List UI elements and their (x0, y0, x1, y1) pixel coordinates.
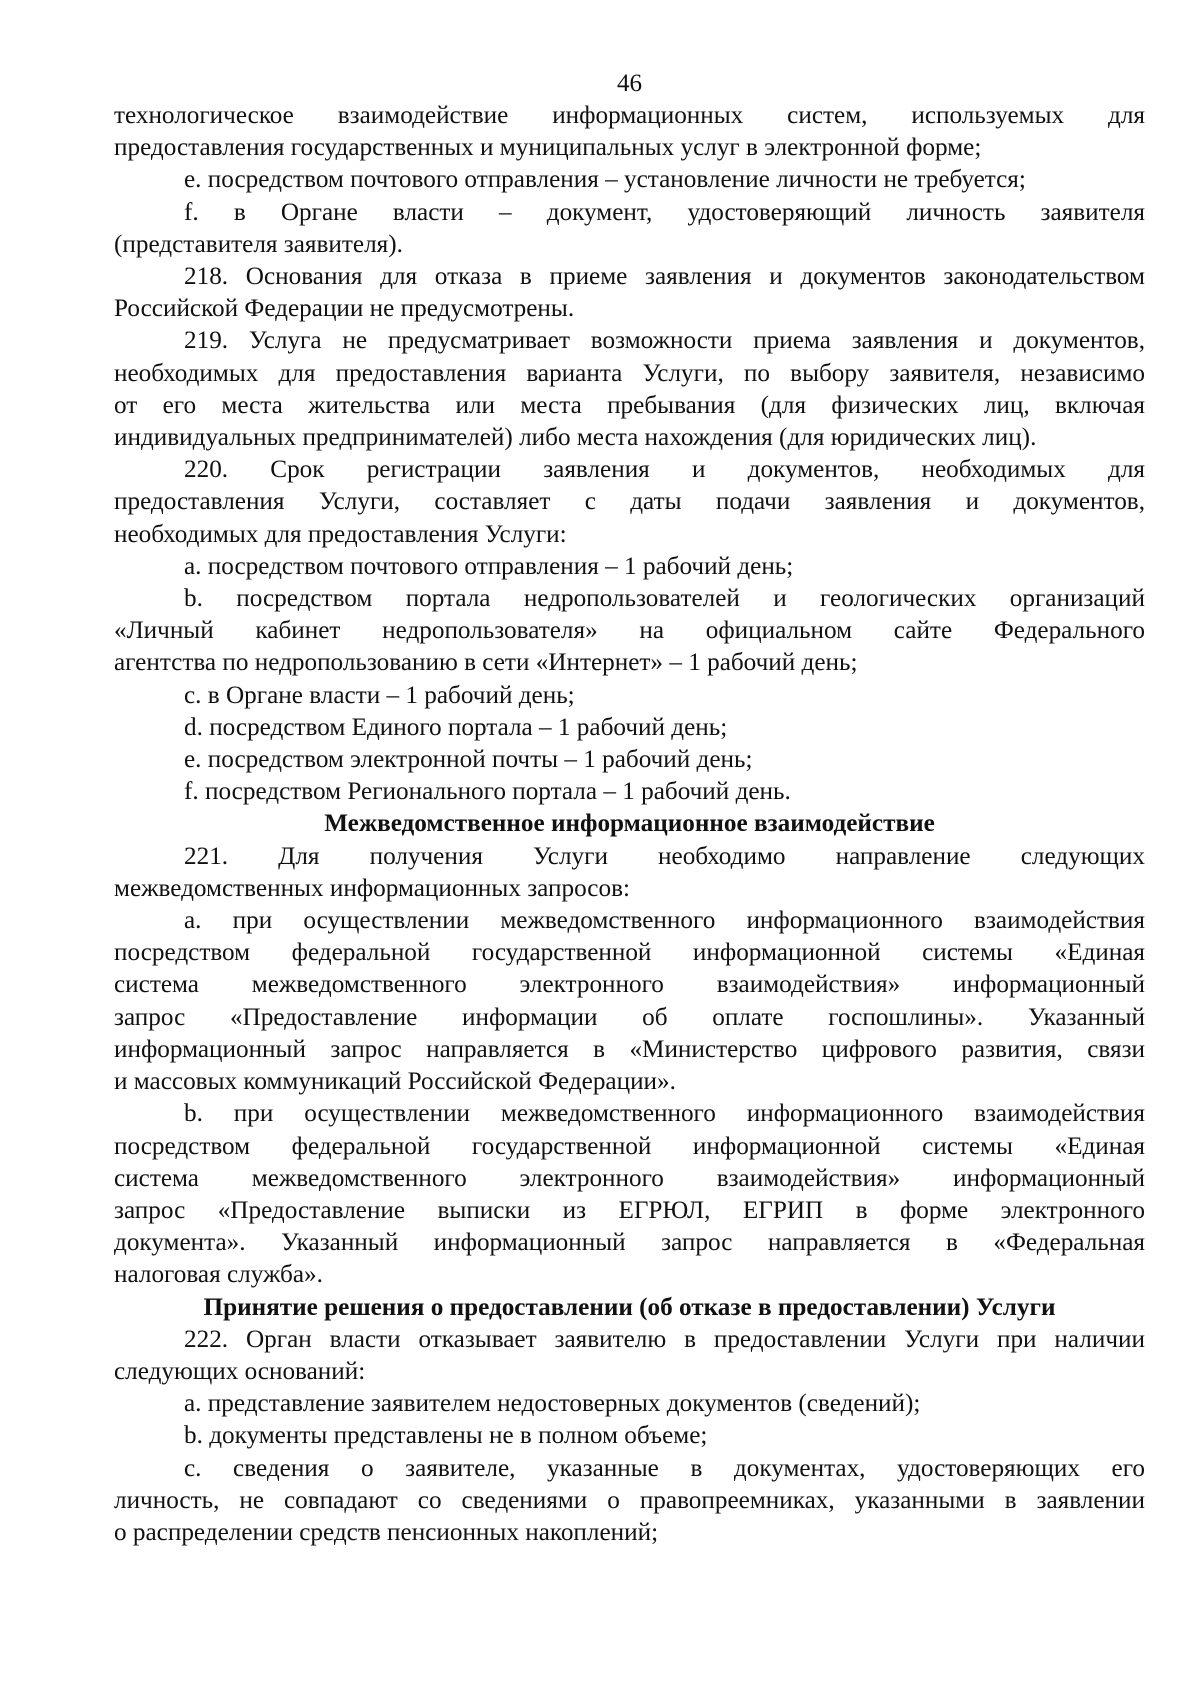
list-item: b. при осуществлении межведомственного информационного взаимодействия (184, 1100, 1145, 1128)
list-item: f. в Органе власти – документ, удостоверяющий личность заявителя (184, 198, 1145, 226)
text-line: посредством федеральной государственной информационной системы «Единая (114, 939, 1145, 967)
text-line: межведомственных информационных запросов: (114, 874, 630, 902)
text-line: система межведомственного электронного взаимодействия» информационный (114, 1164, 1145, 1192)
text-line: о распределении средств пенсионных накоплений; (114, 1518, 659, 1546)
document-page (114, 68, 1145, 1549)
list-item: e. посредством почтового отправления – установление личности не требуется; (184, 166, 1026, 194)
list-item: f. посредством Регионального портала – 1 рабочий день. (184, 778, 791, 806)
section-heading: Межведомственное информационное взаимодействие (324, 810, 935, 838)
list-item: a. при осуществлении межведомственного информационного взаимодействия (184, 907, 1145, 935)
page-number: 46 (617, 70, 642, 97)
text-line: посредством федеральной государственной информационной системы «Единая (114, 1132, 1145, 1160)
text-line: предоставления Услуги, составляет с даты подачи заявления и документов, (114, 488, 1145, 516)
list-item: b. документы представлены не в полном объеме; (184, 1422, 708, 1450)
text-line: агентства по недропользованию в сети «Интернет» – 1 рабочий день; (114, 649, 858, 677)
list-item: e. посредством электронной почты – 1 рабочий день; (184, 746, 753, 774)
text-line: налоговая служба». (114, 1261, 323, 1289)
list-item: a. представление заявителем недостоверных документов (сведений); (184, 1390, 921, 1418)
text-line: запрос «Предоставление информации об оплате госпошлины». Указанный (114, 1003, 1145, 1031)
text-line: от его места жительства или места пребывания (для физических лиц, включая (114, 391, 1145, 419)
text-line: «Личный кабинет недропользователя» на официальном сайте Федерального (114, 617, 1145, 645)
text-line: предоставления государственных и муниципальных услуг в электронной форме; (114, 134, 982, 162)
text-line: необходимых для предоставления Услуги: (114, 520, 567, 548)
list-item: c. сведения о заявителе, указанные в документах, удостоверяющих его (184, 1454, 1145, 1482)
paragraph-221: 221. Для получения Услуги необходимо направление следующих (184, 842, 1145, 870)
list-item: d. посредством Единого портала – 1 рабочий день; (184, 713, 728, 741)
section-heading: Принятие решения о предоставлении (об отказе в предоставлении) Услуги (203, 1293, 1056, 1321)
text-line: следующих оснований: (114, 1357, 366, 1385)
text-line: технологическое взаимодействие информационных систем, используемых для (114, 102, 1145, 129)
list-item: b. посредством портала недропользователей и геологических организаций (184, 585, 1145, 613)
text-line: и массовых коммуникаций Российской Федерации». (114, 1068, 676, 1096)
list-item: c. в Органе власти – 1 рабочий день; (184, 681, 575, 709)
text-line: документа». Указанный информационный запрос направляется в «Федеральная (114, 1229, 1145, 1257)
paragraph-220: 220. Срок регистрации заявления и документов, необходимых для (184, 456, 1145, 484)
text-line: Российской Федерации не предусмотрены. (114, 295, 575, 323)
text-line: информационный запрос направляется в «Министерство цифрового развития, связи (114, 1035, 1145, 1063)
paragraph-219: 219. Услуга не предусматривает возможности приема заявления и документов, (184, 327, 1145, 355)
text-line: индивидуальных предпринимателей) либо места нахождения (для юридических лиц). (114, 424, 1037, 452)
text-line: запрос «Предоставление выписки из ЕГРЮЛ, ЕГРИП в форме электронного (114, 1196, 1145, 1224)
text-line: (представителя заявителя). (114, 230, 403, 258)
list-item: a. посредством почтового отправления – 1 рабочий день; (184, 552, 794, 580)
paragraph-218: 218. Основания для отказа в приеме заявления и документов законодательством (184, 263, 1145, 291)
text-line: необходимых для предоставления варианта Услуги, по выбору заявителя, независимо (114, 359, 1145, 387)
text-line: личность, не совпадают со сведениями о правопреемниках, указанными в заявлении (114, 1486, 1145, 1514)
text-line: система межведомственного электронного взаимодействия» информационный (114, 971, 1145, 999)
paragraph-222: 222. Орган власти отказывает заявителю в предоставлении Услуги при наличии (184, 1325, 1145, 1353)
